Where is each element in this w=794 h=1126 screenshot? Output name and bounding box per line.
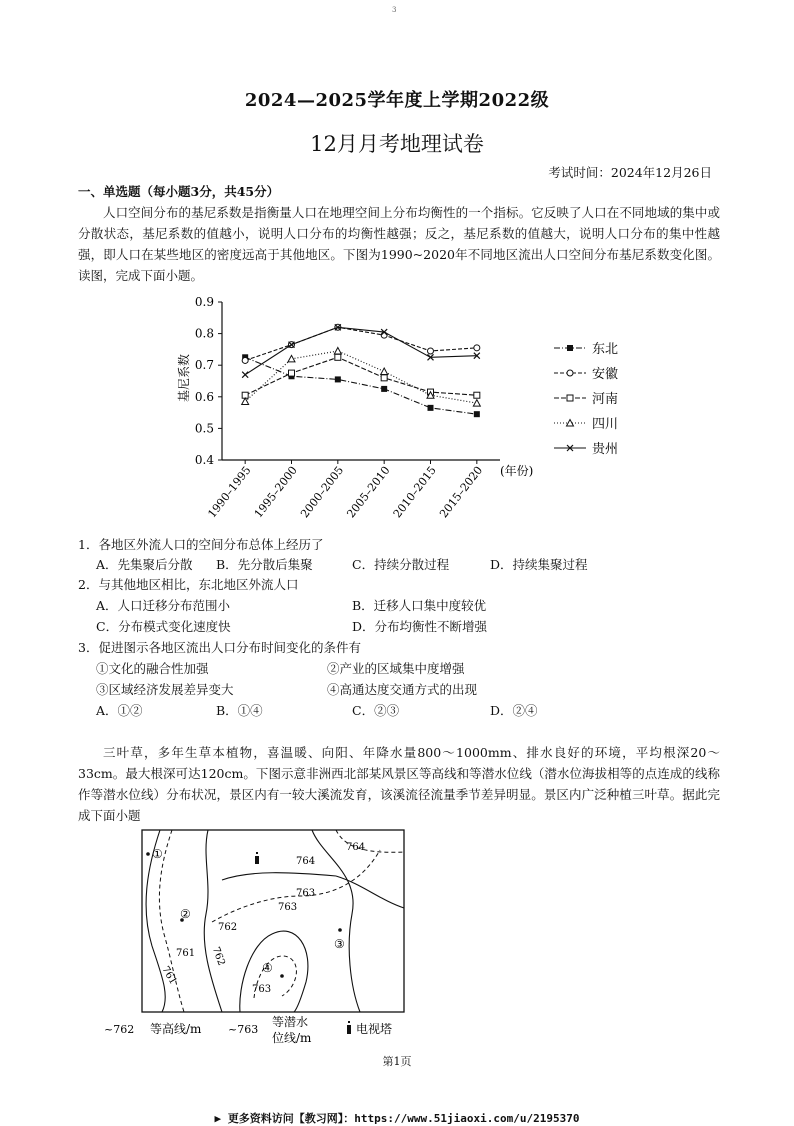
q3-option-c[interactable]: C．②③ — [352, 703, 400, 718]
point-label: ② — [180, 907, 191, 921]
contour-label: 763 — [278, 902, 298, 913]
page-number: 第1页 — [382, 1055, 412, 1068]
q3-item-4: ④高通达度交通方式的出现 — [327, 682, 478, 697]
chart-point — [428, 348, 434, 354]
chart-series-line — [245, 357, 477, 414]
legend-label: 河南 — [592, 392, 619, 407]
chart-xlabel: (年份) — [500, 464, 534, 478]
q1-option-c[interactable]: C．持续分散过程 — [352, 557, 450, 572]
question-2-stem: 2．与其他地区相比，东北地区外流人口 — [78, 577, 299, 592]
chart-point — [474, 392, 480, 398]
chart-y-tick-label: 0.5 — [194, 421, 214, 436]
footer-link[interactable]: ▶ 更多资料访问【教习网】：https://www.51jiaoxi.com/u/2195370 — [214, 1112, 580, 1125]
section-heading: 一、单选题（每小题3分，共45分） — [78, 184, 280, 199]
q2-option-a[interactable]: A．人口迁移分布范围小 — [96, 598, 231, 613]
chart-y-tick-label: 0.9 — [194, 295, 214, 309]
contour-label: 761 — [176, 948, 196, 959]
exam-time: 考试时间：2024年12月26日 — [548, 165, 712, 180]
legend-water-label-1: 等潜水 — [272, 1015, 309, 1029]
chart-point — [567, 395, 573, 401]
legend-entry — [554, 391, 618, 407]
point-label: ③ — [334, 937, 345, 951]
legend-water-label-2: 位线/m — [272, 1031, 312, 1045]
legend-entry — [554, 342, 618, 357]
legend-label: 东北 — [592, 342, 619, 357]
chart-point — [242, 357, 248, 363]
chart-x-tick-label: 2015–2020 — [437, 463, 486, 521]
chart-y-tick-label: 0.4 — [194, 453, 214, 467]
chart-y-tick-label: 0.8 — [194, 326, 214, 341]
chart-series-line — [245, 357, 477, 395]
contour-label: 762 — [218, 922, 238, 933]
contour-label: 761 — [159, 964, 179, 987]
gini-line-chart — [160, 290, 630, 530]
legend-entry — [554, 441, 618, 457]
chart-point — [289, 370, 295, 376]
q3-item-1: ①文化的融合性加强 — [96, 661, 209, 676]
point-dot — [338, 928, 342, 932]
chart-point — [335, 376, 341, 382]
chart-series-东北 — [242, 354, 480, 417]
chart-series-line — [245, 327, 477, 360]
page-title-line2: 12月月考地理试卷 — [310, 132, 484, 156]
contour-line — [312, 830, 360, 1012]
chart-x-tick-label: 2010–2015 — [390, 463, 439, 521]
chart-point — [474, 345, 480, 351]
chart-point — [381, 386, 387, 392]
chart-y-tick-label: 0.7 — [194, 358, 214, 373]
tv-tower-icon — [255, 852, 259, 864]
intro-paragraph-2: 三叶草，多年生草本植物，喜温暖、向阳、年降水量800～1000mm、排水良好的环境，平均根深20～33cm。最大根深可达120cm。下图示意非洲西北部某风景区等高线和等潜水位线（潜水位海拔相等的点连成的线称作等潜水位线）分布状况，景区内有一较大溪流发育，该溪流径流量季节差异明显。景区内广泛种植三叶草。据此完成下面小题 — [78, 745, 720, 823]
point-dot — [280, 974, 284, 978]
point-dot — [146, 852, 150, 856]
contour-label: 762 — [209, 945, 227, 968]
chart-point — [473, 400, 480, 407]
legend-contour-sample: ~762 — [104, 1023, 135, 1036]
legend-tower-label: 电视塔 — [356, 1022, 393, 1036]
legend-label: 安徽 — [592, 367, 619, 382]
legend-label: 贵州 — [592, 442, 619, 457]
q2-option-c[interactable]: C．分布模式变化速度快 — [96, 619, 231, 634]
page-title-line1: 2024—2025学年度上学期2022级 — [244, 90, 550, 111]
contour-label: 764 — [296, 856, 316, 867]
chart-point — [474, 411, 480, 417]
legend-water-sample: ~763 — [228, 1023, 259, 1036]
q2-option-b[interactable]: B．迁移人口集中度较优 — [352, 598, 487, 613]
contour-label: 764 — [346, 842, 366, 853]
contour-map — [100, 826, 410, 1054]
q3-option-d[interactable]: D．②④ — [490, 703, 538, 718]
chart-x-tick-label: 1990–1995 — [205, 463, 254, 521]
question-1-stem: 1．各地区外流人口的空间分布总体上经历了 — [78, 537, 324, 552]
legend-tv-tower-icon — [347, 1021, 351, 1034]
q2-option-d[interactable]: D．分布均衡性不断增强 — [352, 619, 488, 634]
chart-x-tick-label: 2000–2005 — [298, 463, 347, 521]
q1-option-a[interactable]: A．先集聚后分散 — [96, 557, 193, 572]
contour-label: 763 — [296, 888, 316, 899]
contour-line — [222, 873, 336, 880]
legend-entry — [554, 417, 618, 432]
chart-x-tick-label: 2005–2010 — [344, 463, 393, 521]
contour-line — [240, 931, 308, 1012]
contour-label: 763 — [252, 984, 272, 995]
chart-point — [567, 345, 573, 351]
map-legend — [104, 1014, 392, 1045]
chart-series-line — [245, 351, 477, 403]
chart-series-line — [245, 327, 477, 374]
chart-x-tick-label: 1995–2000 — [251, 463, 300, 521]
point-label: ① — [152, 847, 163, 861]
q3-item-3: ③区域经济发展差异变大 — [96, 682, 234, 697]
chart-point — [334, 347, 341, 354]
question-3-stem: 3．促进图示各地区流出人口分布时间变化的条件有 — [78, 640, 361, 655]
q3-option-b[interactable]: B．①④ — [216, 703, 263, 718]
chart-point — [567, 370, 573, 376]
q1-option-d[interactable]: D．持续集聚过程 — [490, 557, 588, 572]
intro-paragraph-1: 人口空间分布的基尼系数是指衡量人口在地理空间上分布均衡性的一个指标。它反映了人口在不同地域的集中或分散状态，基尼系数的值越小，说明人口分布的均衡性越强；反之，基尼系数的值越大，说明人口分布的集中性越强，即人口在某些地区的密度远高于其他地区。下图为1990~2020年不同地区流出人口空间分布基尼系数变化图。读图，完成下面小题。 — [78, 205, 720, 283]
chart-series-贵州 — [242, 324, 480, 377]
contour-line — [336, 876, 404, 908]
chart-ylabel: 基尼系数 — [177, 353, 191, 403]
top-mark: 3 — [392, 6, 397, 14]
chart-point — [381, 368, 388, 375]
chart-point — [335, 354, 341, 360]
legend-entry — [554, 366, 618, 382]
chart-point — [242, 372, 248, 378]
chart-y-tick-label: 0.6 — [194, 389, 214, 404]
legend-label: 四川 — [592, 417, 619, 432]
chart-point — [381, 375, 387, 381]
chart-point — [428, 405, 434, 411]
point-label: ④ — [262, 961, 273, 975]
chart-point — [288, 355, 295, 362]
legend-contour-label: 等高线/m — [150, 1022, 202, 1036]
q3-item-2: ②产业的区域集中度增强 — [327, 661, 465, 676]
q3-option-a[interactable]: A．①② — [96, 703, 143, 718]
q1-option-b[interactable]: B．先分散后集聚 — [216, 557, 313, 572]
